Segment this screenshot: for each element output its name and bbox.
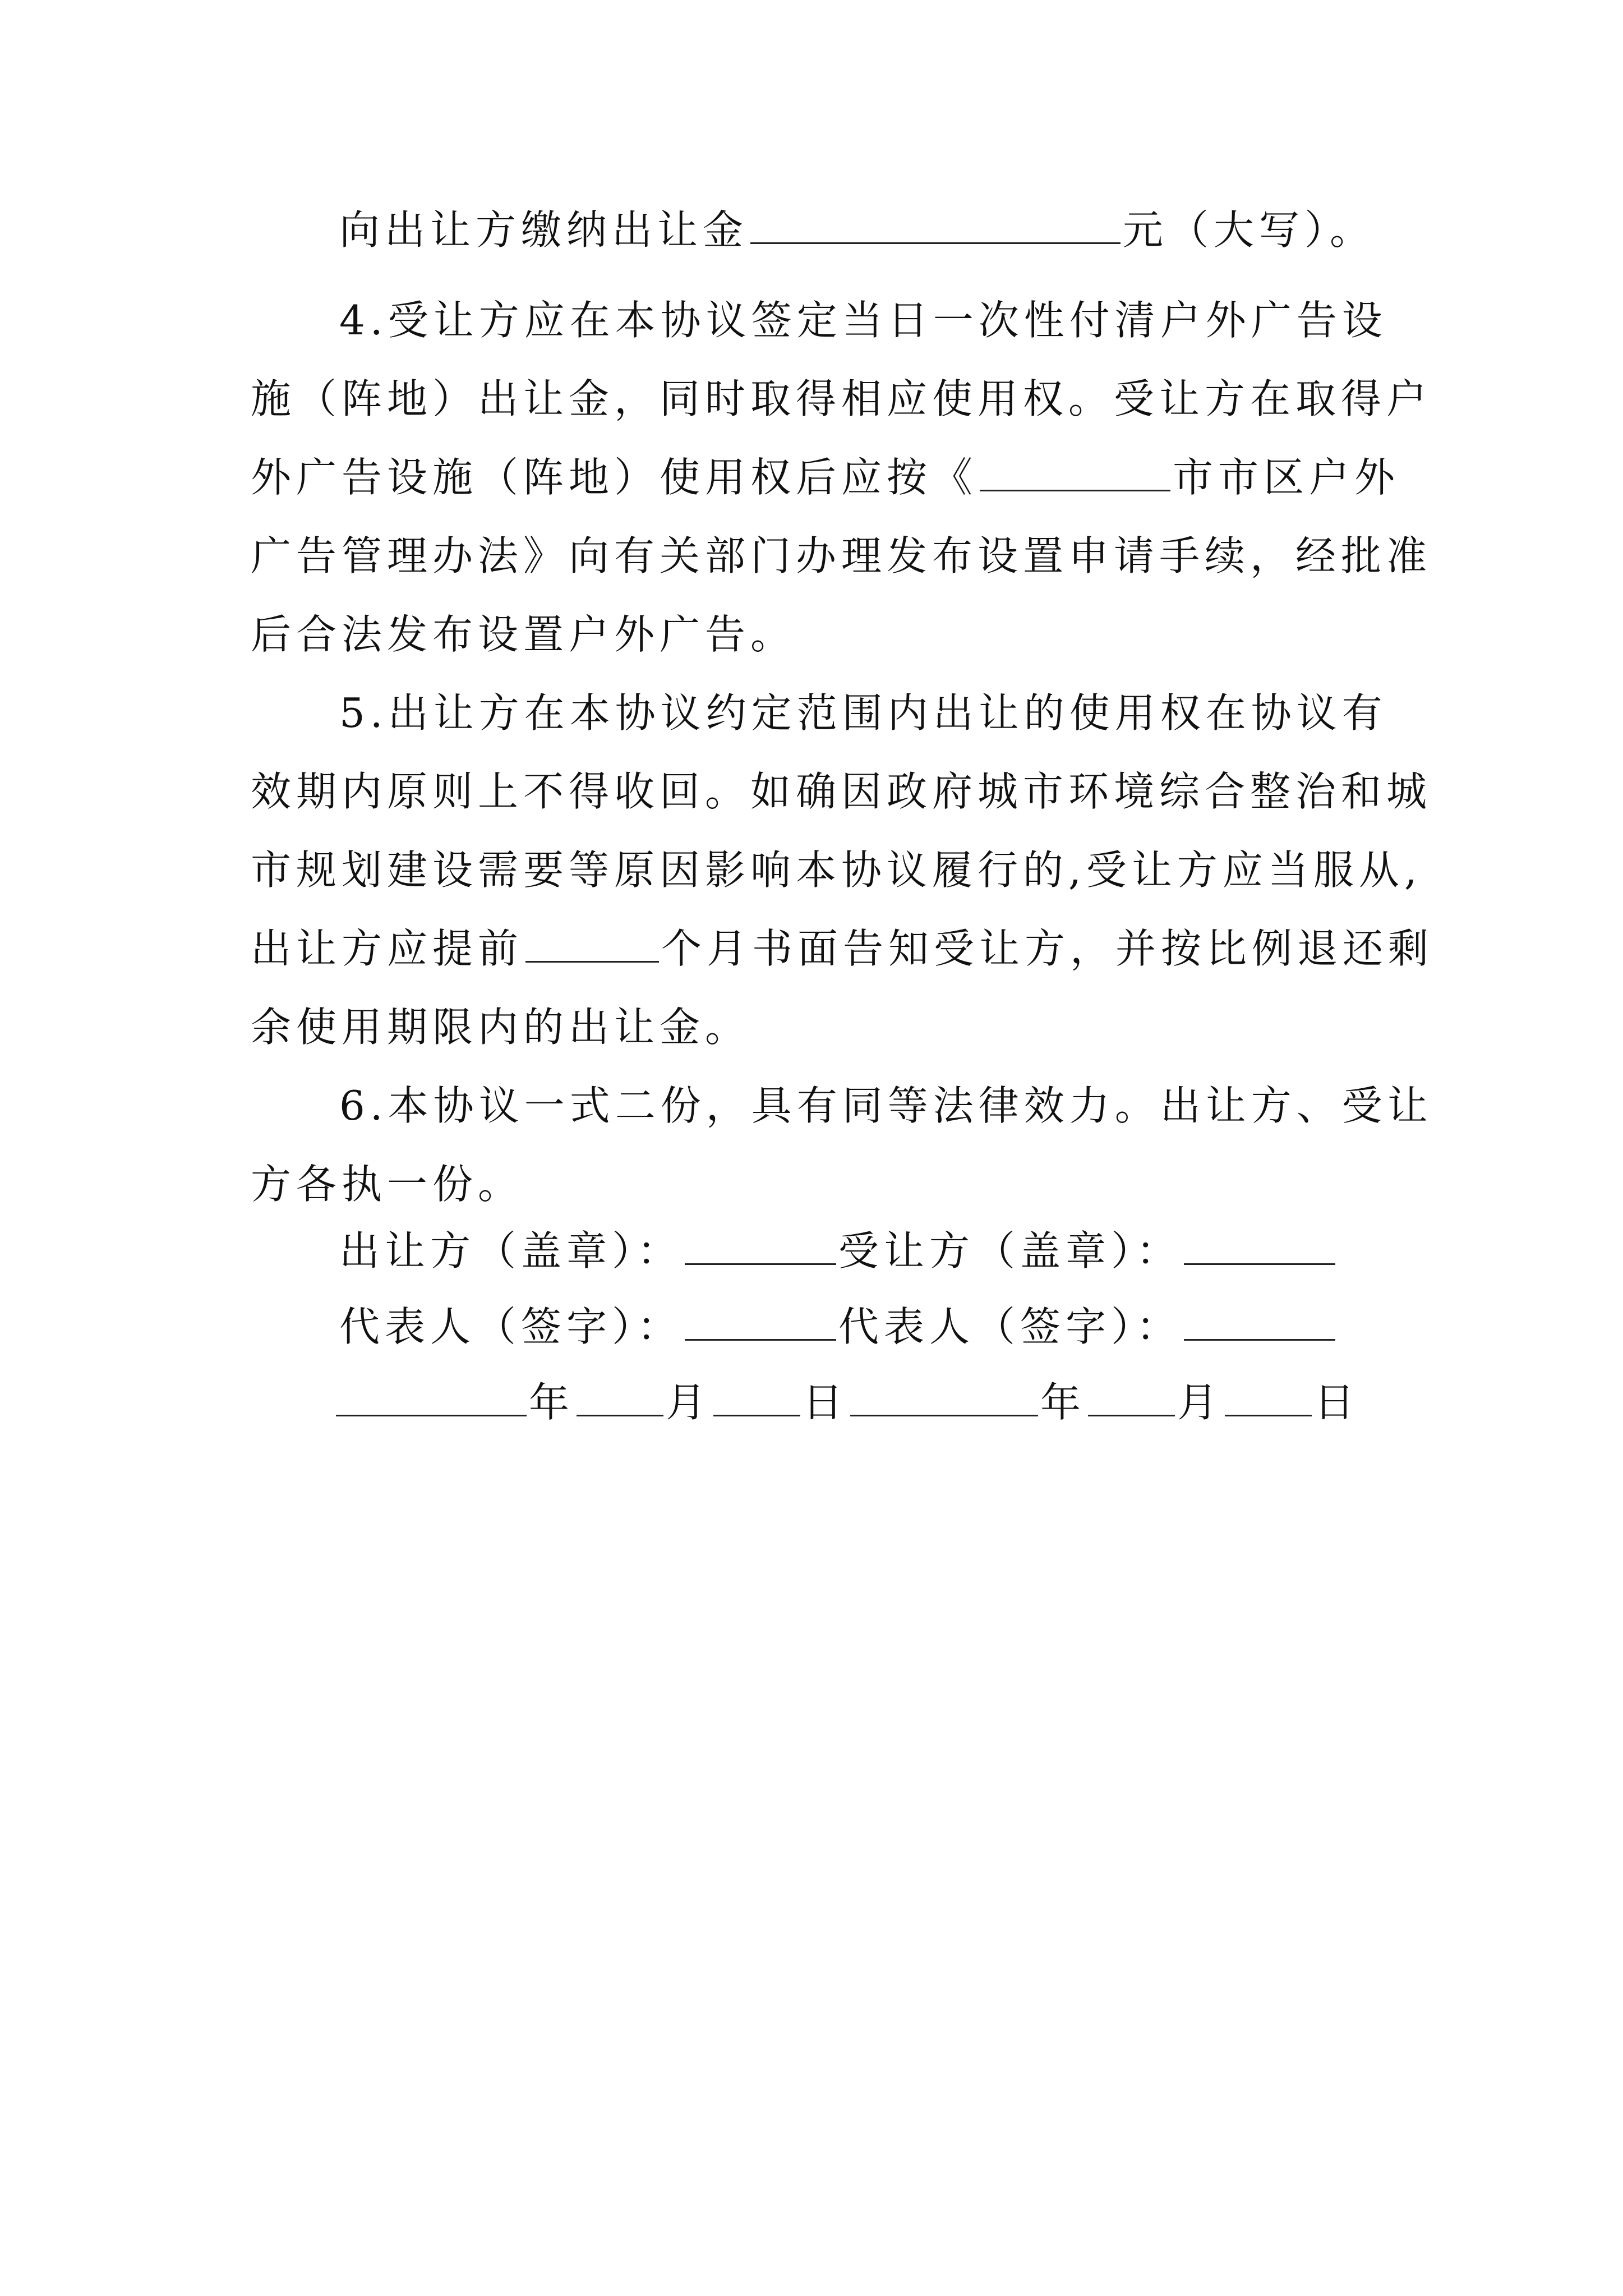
seller-month-blank <box>577 1380 663 1416</box>
clause4-line4: 广告管理办法》向有关部门办理发布设置申请手续，经批准 <box>251 532 1432 579</box>
clause5-line4-suffix: 个月书面告知受让方，并按比例退还剩 <box>661 925 1434 972</box>
seller-day-blank <box>713 1380 800 1416</box>
buyer-day-label: 日 <box>1314 1379 1360 1426</box>
payment-suffix: 元（大写）。 <box>1123 206 1376 254</box>
clause6-line2: 方各执一份。 <box>251 1161 524 1208</box>
buyer-year-label: 年 <box>1040 1379 1086 1426</box>
seller-seal-label: 出让方（盖章）： <box>339 1227 683 1274</box>
clause5-line4 <box>251 918 1434 979</box>
buyer-rep-label: 代表人（签字）： <box>838 1303 1182 1350</box>
city-blank <box>980 455 1170 491</box>
clause6-line1: 6.本协议一式二份，具有同等法律效力。出让方、受让 <box>339 1082 1433 1129</box>
clause4-line5: 后合法发布设置户外广告。 <box>251 611 796 658</box>
buyer-seal-label: 受让方（盖章）： <box>838 1227 1182 1274</box>
seller-day-label: 日 <box>803 1379 849 1426</box>
payment-line <box>339 199 1472 261</box>
clause4-line3-text: 外广告设施（阵地）使用权后应按《 <box>251 454 978 501</box>
seller-rep-blank <box>685 1304 836 1341</box>
buyer-seal-blank <box>1184 1228 1335 1265</box>
buyer-month-blank <box>1088 1380 1175 1416</box>
months-blank <box>525 926 659 963</box>
seller-seal-blank <box>685 1228 836 1265</box>
buyer-day-blank <box>1225 1380 1312 1416</box>
seller-rep-label: 代表人（签字）： <box>339 1303 683 1350</box>
representative-line <box>339 1296 1472 1358</box>
clause5-line5: 余使用期限内的出让金。 <box>251 1004 751 1051</box>
seller-month-label: 月 <box>666 1379 712 1426</box>
clause4-line2: 施（阵地）出让金，同时取得相应使用权。受让方在取得户 <box>251 375 1432 422</box>
clause5-line4-text: 出让方应提前 <box>251 925 524 972</box>
buyer-rep-blank <box>1184 1304 1335 1341</box>
clause4-line3 <box>251 447 1400 508</box>
buyer-month-label: 月 <box>1177 1379 1223 1426</box>
buyer-year-blank <box>850 1380 1038 1416</box>
seal-line <box>339 1220 1472 1282</box>
amount-blank <box>750 208 1121 244</box>
payment-text: 向出让方缴纳出让金 <box>339 206 749 254</box>
clause4-line3-suffix: 市市区户外 <box>1173 454 1400 501</box>
clause5-line3: 市规划建设需要等原因影响本协议履行的,受让方应当服从, <box>251 846 1422 894</box>
seller-year-blank <box>336 1380 527 1416</box>
seller-year-label: 年 <box>529 1379 575 1426</box>
clause5-line1: 5.出让方在本协议约定范围内出让的使用权在协议有 <box>339 689 1387 737</box>
clause4-line1: 4.受让方应在本协议签定当日一次性付清户外广告设 <box>339 297 1387 344</box>
date-line <box>334 1372 1467 1433</box>
clause5-line2: 效期内原则上不得收回。如确因政府城市环境综合整治和城 <box>251 768 1432 815</box>
